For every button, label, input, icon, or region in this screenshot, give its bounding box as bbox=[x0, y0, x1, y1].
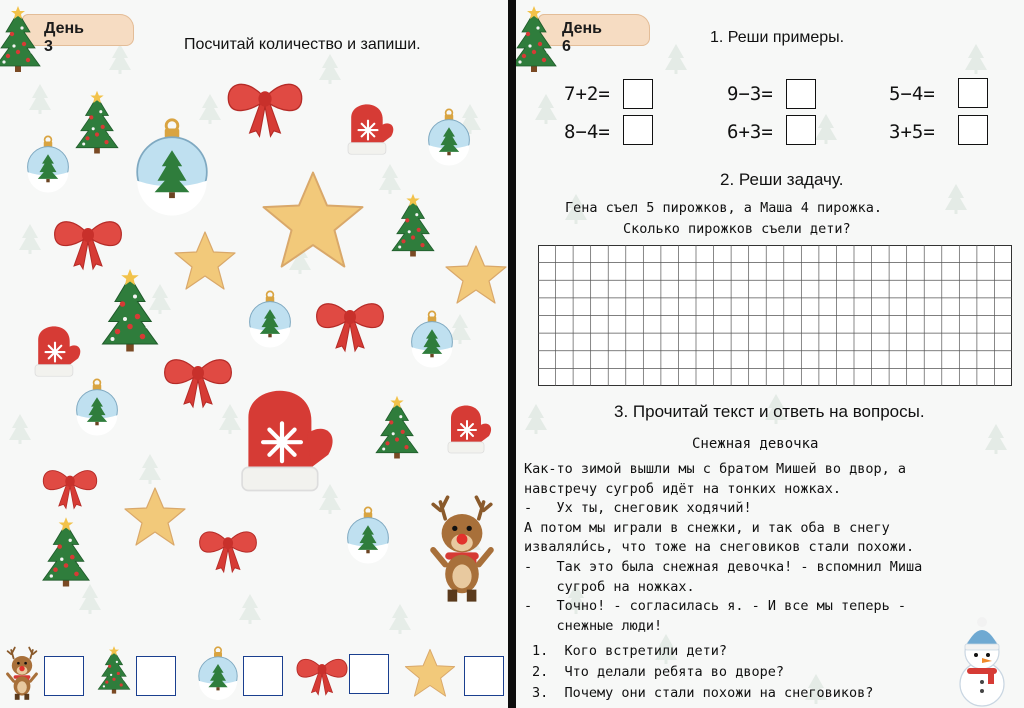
story-line: - Ух ты, снеговик ходячий! bbox=[524, 500, 752, 517]
question-item: 2. Что делали ребята во дворе? bbox=[532, 664, 784, 680]
star-icon bbox=[264, 173, 363, 267]
christmas-tree-icon bbox=[392, 194, 434, 257]
answer-box-tree[interactable] bbox=[136, 656, 176, 696]
story-text bbox=[524, 460, 922, 636]
christmas-tree-icon bbox=[103, 269, 158, 352]
bow-icon bbox=[297, 659, 347, 694]
ornament-ball-icon bbox=[412, 311, 453, 367]
day-label: День 6 bbox=[562, 20, 602, 55]
star-icon bbox=[405, 649, 454, 696]
example-3: 5−4= bbox=[889, 83, 935, 105]
count-task-title: Посчитай количество и запиши. bbox=[184, 36, 421, 53]
star-icon bbox=[446, 246, 506, 303]
ornament-ball-icon bbox=[250, 291, 291, 347]
story-line: - Точно! - согласилась я. - И все мы теперь - bbox=[524, 598, 907, 615]
answer-box-ornament[interactable] bbox=[243, 656, 283, 696]
example-4: 8−4= bbox=[564, 121, 610, 143]
story-line: навстречу сугроб идёт на тонких ножках. bbox=[524, 480, 841, 497]
day-label: День 3 bbox=[44, 20, 84, 55]
reindeer-icon bbox=[8, 648, 37, 700]
story-line: - Так это была снежная девочка! - вспомнил Миша bbox=[524, 558, 923, 575]
snowman-icon bbox=[940, 608, 1020, 708]
star-icon bbox=[175, 232, 235, 289]
ornament-ball-icon bbox=[348, 507, 389, 563]
task1-title: 1. Реши примеры. bbox=[710, 29, 845, 46]
ornament-ball-icon bbox=[28, 136, 69, 192]
reindeer-icon bbox=[433, 497, 491, 601]
mitten-icon bbox=[35, 326, 80, 376]
christmas-tree-icon bbox=[76, 91, 118, 154]
mitten-icon bbox=[242, 391, 332, 491]
answer-box-bow[interactable] bbox=[349, 654, 389, 694]
answer-box-reindeer[interactable] bbox=[44, 656, 84, 696]
ornament-ball-icon bbox=[77, 379, 118, 435]
example-6-answer-box[interactable] bbox=[958, 115, 988, 145]
bow-icon bbox=[317, 304, 384, 351]
ornament-ball-icon bbox=[137, 120, 207, 216]
left-page bbox=[0, 0, 508, 708]
items-canvas bbox=[0, 0, 508, 640]
example-1: 7+2= bbox=[564, 83, 610, 105]
bow-icon bbox=[43, 471, 96, 509]
question-item: 3. Почему они стали похожи на снеговиков? bbox=[532, 685, 874, 701]
story-line: снежные люди! bbox=[524, 617, 663, 634]
story-title: Снежная девочка bbox=[692, 436, 819, 452]
example-5-answer-box[interactable] bbox=[786, 115, 816, 145]
problem-line-2: Сколько пирожков съели дети? bbox=[623, 221, 851, 237]
task3-title: 3. Прочитай текст и ответь на вопросы. bbox=[614, 402, 925, 421]
mitten-icon bbox=[448, 406, 491, 454]
task2-title: 2. Реши задачу. bbox=[720, 170, 844, 189]
answer-grid[interactable] bbox=[538, 245, 1012, 386]
ornament-ball-icon bbox=[429, 109, 470, 165]
story-line: А потом мы играли в снежки, и так оба в снегу bbox=[524, 519, 890, 536]
question-item: 1. Кого встретили дети? bbox=[532, 643, 728, 659]
bow-icon bbox=[55, 222, 122, 269]
bow-icon bbox=[165, 360, 232, 407]
christmas-tree-icon bbox=[376, 396, 418, 459]
example-1-answer-box[interactable] bbox=[623, 79, 653, 109]
example-3-answer-box[interactable] bbox=[958, 78, 988, 108]
mitten-icon bbox=[348, 104, 393, 154]
questions-list bbox=[532, 641, 873, 704]
problem-line-1: Гена съел 5 пирожков, а Маша 4 пирожка. bbox=[565, 200, 882, 216]
example-5: 6+3= bbox=[727, 121, 773, 143]
bow-icon bbox=[228, 84, 301, 136]
example-2: 9−3= bbox=[727, 83, 773, 105]
star-icon bbox=[125, 488, 185, 545]
answer-box-star[interactable] bbox=[464, 656, 504, 696]
story-line: сугроб на ножках. bbox=[524, 578, 695, 595]
page-divider bbox=[508, 0, 516, 708]
story-line: Как-то зимой вышли мы с братом Мишей во двор, а bbox=[524, 461, 907, 477]
example-6: 3+5= bbox=[889, 121, 935, 143]
bow-icon bbox=[200, 532, 257, 572]
christmas-tree-icon bbox=[98, 646, 130, 694]
ornament-ball-icon bbox=[199, 647, 237, 700]
banner-tree-icon bbox=[516, 0, 564, 76]
example-2-answer-box[interactable] bbox=[786, 79, 816, 109]
example-4-answer-box[interactable] bbox=[623, 115, 653, 145]
christmas-tree-icon bbox=[43, 517, 89, 586]
story-line: изваляли́сь, что тоже на снеговиков стали похожи. bbox=[524, 539, 915, 556]
